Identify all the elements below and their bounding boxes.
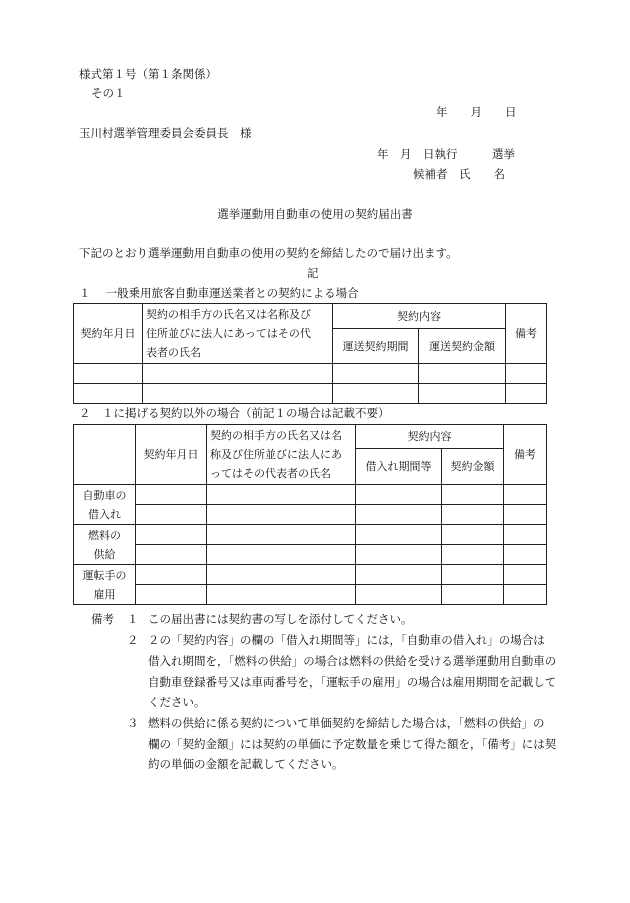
note3-line1: 燃料の供給に係る契約について単価契約を締結した場合は，「燃料の供給」の <box>148 716 545 730</box>
s2-col-remarks: 備考 <box>504 425 547 485</box>
notes-label: 備考 <box>91 612 114 626</box>
row-label-driver-hire: 運転手の 雇用 <box>74 565 136 605</box>
section1-table <box>73 303 547 404</box>
section1-heading: １ 一般乗用旅客自動車運送業者との契約による場合 <box>79 286 359 300</box>
note3-line2: 欄の「契約金額」には契約の単価に予定数量を乗じて得た額を，「備考」には契 <box>148 737 557 751</box>
table-row <box>74 505 547 525</box>
note2-number: ２ <box>127 633 139 647</box>
note1-number: １ <box>127 612 139 626</box>
table-row <box>74 585 547 605</box>
ki-mark: 記 <box>307 266 319 280</box>
s1-col-period: 運送契約期間 <box>333 329 419 364</box>
section2-heading: ２ １に掲げる契約以外の場合（前記１の場合は記載不要） <box>79 406 390 420</box>
note1-text: この届出書には契約書の写しを添付してください。 <box>148 612 413 626</box>
s2-col-party: 契約の相手方の氏名又は名 称及び住所並びに法人にあ ってはその代表者の氏名 <box>207 425 356 485</box>
s2-col-date: 契約年月日 <box>136 425 207 485</box>
document-title: 選挙運動用自動車の使用の契約届出書 <box>217 207 413 221</box>
s2-col-period: 借入れ期間等 <box>356 449 442 485</box>
table-row <box>74 565 547 585</box>
note2-line3: 自動車登録番号又は車両番号を，「運転手の雇用」の場合は雇用期間を記載して <box>148 675 557 689</box>
table-row <box>74 525 547 545</box>
note2-line1: ２の「契約内容」の欄の「借入れ期間等」には，「自動車の借入れ」の場合は <box>148 633 545 647</box>
candidate-name-line: 候補者 氏 名 <box>413 167 505 181</box>
addressee: 玉川村選挙管理委員会委員長 様 <box>79 126 252 140</box>
note2-line2: 借入れ期間を，「燃料の供給」の場合は燃料の供給を受ける選挙運動用自動車の <box>148 654 557 668</box>
s2-col-content: 契約内容 <box>356 425 504 449</box>
form-number: 様式第１号（第１条関係） <box>79 67 217 81</box>
note2-line4: ください。 <box>148 695 206 709</box>
s1-col-amount: 運送契約金額 <box>419 329 506 364</box>
s2-corner <box>74 425 136 485</box>
s1-col-content: 契約内容 <box>333 304 506 329</box>
submission-date: 年 月 日 <box>436 105 517 119</box>
form-sub-number: その１ <box>91 86 126 100</box>
election-line: 年 月 日執行 選挙 <box>377 147 515 161</box>
s1-col-date: 契約年月日 <box>74 304 143 364</box>
table-row <box>74 545 547 565</box>
s2-col-amount: 契約金額 <box>442 449 504 485</box>
note3-number: ３ <box>127 716 139 730</box>
note3-line3: 約の単価の金額を記載してください。 <box>148 757 344 771</box>
intro-text: 下記のとおり選挙運動用自動車の使用の契約を締結したので届け出ます。 <box>79 246 458 260</box>
row-label-fuel-supply: 燃料の 供給 <box>74 525 136 565</box>
section2-table <box>73 424 547 605</box>
s1-col-remarks: 備考 <box>506 304 547 364</box>
s1-col-party: 契約の相手方の氏名又は名称及び 住所並びに法人にあってはその代 表者の氏名 <box>143 304 333 364</box>
table-row <box>74 384 547 404</box>
table-row <box>74 364 547 384</box>
table-row <box>74 485 547 505</box>
row-label-vehicle-rental: 自動車の 借入れ <box>74 485 136 525</box>
